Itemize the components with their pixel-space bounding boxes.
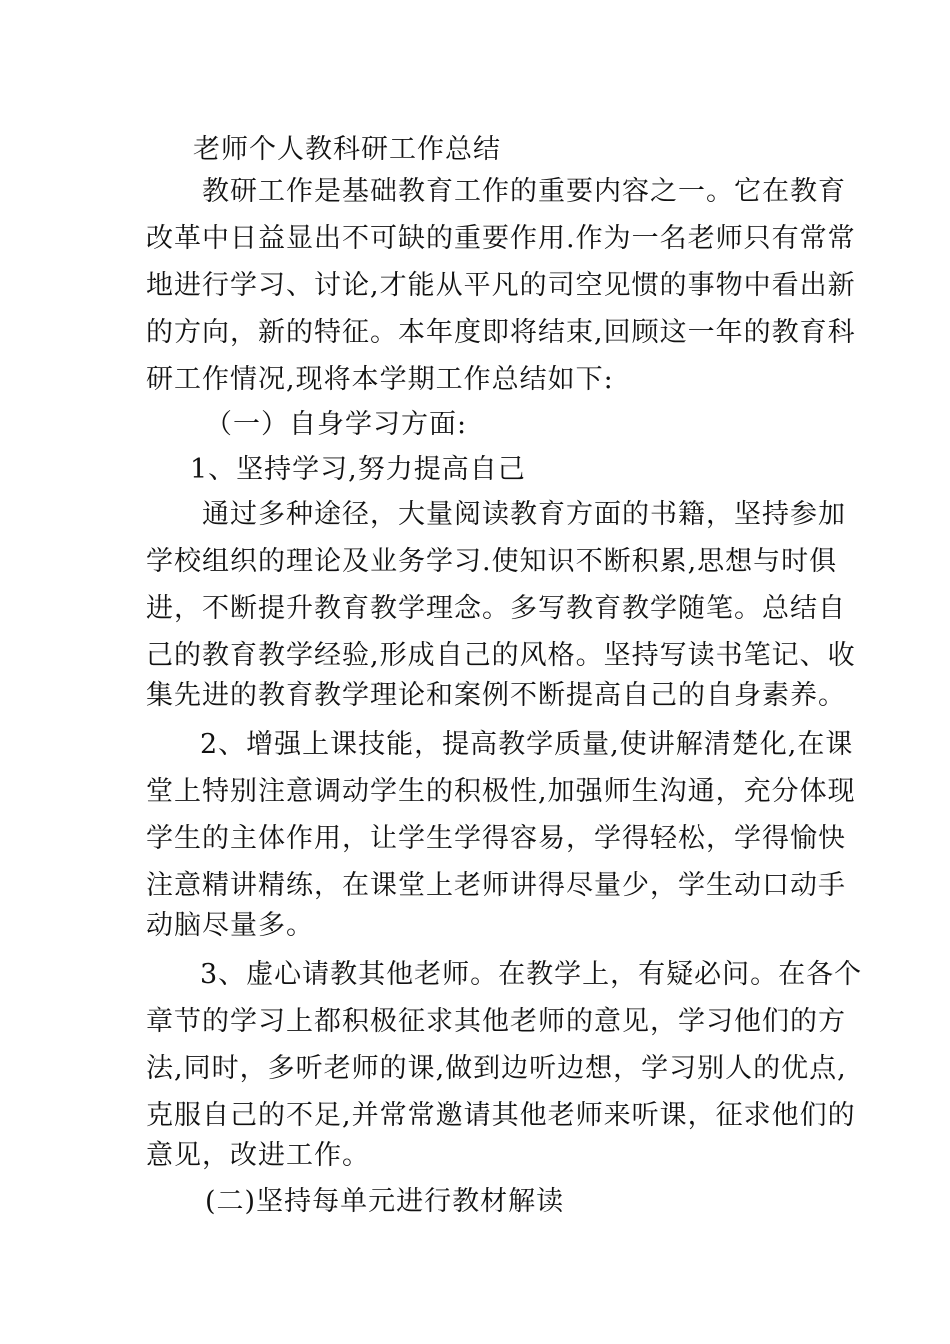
section-heading: (二)坚持每单元进行教材解读 <box>205 1186 565 1217</box>
paragraph-line: 法,同时，多听老师的课,做到边听边想，学习别人的优点, <box>146 1053 847 1084</box>
paragraph-line: 2、增强上课技能，提高教学质量,使讲解清楚化,在课 <box>200 729 854 760</box>
paragraph-line: 改革中日益显出不可缺的重要作用.作为一名老师只有常常 <box>146 223 856 254</box>
paragraph-line: 研工作情况,现将本学期工作总结如下: <box>146 364 614 395</box>
paragraph-line: 地进行学习、讨论,才能从平凡的司空见惯的事物中看出新 <box>146 270 856 301</box>
paragraph-line: 动脑尽量多。 <box>146 910 314 941</box>
paragraph-line: 进，不断提升教育教学理念。多写教育教学随笔。总结自 <box>146 593 846 624</box>
paragraph-line: 教研工作是基础教育工作的重要内容之一。它在教育 <box>202 176 846 207</box>
paragraph-line: 堂上特别注意调动学生的积极性,加强师生沟通，充分体现 <box>146 776 856 807</box>
paragraph-line: 的方向，新的特征。本年度即将结束,回顾这一年的教育科 <box>146 317 856 348</box>
paragraph-line: 注意精讲精练，在课堂上老师讲得尽量少，学生动口动手 <box>146 870 846 901</box>
paragraph-line: 己的教育教学经验,形成自己的风格。坚持写读书笔记、收 <box>146 640 856 671</box>
paragraph-line: 集先进的教育教学理论和案例不断提高自己的自身素养。 <box>146 680 846 711</box>
paragraph-line: 学校组织的理论及业务学习.使知识不断积累,思想与时俱 <box>146 546 838 577</box>
document-title: 老师个人教科研工作总结 <box>193 134 501 165</box>
paragraph-line: 3、虚心请教其他老师。在教学上，有疑必问。在各个 <box>200 959 863 990</box>
paragraph-line: 章节的学习上都积极征求其他老师的意见，学习他们的方 <box>146 1006 846 1037</box>
paragraph-line: 通过多种途径，大量阅读教育方面的书籍，坚持参加 <box>202 499 846 530</box>
paragraph-line: 克服自己的不足,并常常邀请其他老师来听课，征求他们的 <box>146 1100 856 1131</box>
paragraph-line: 学生的主体作用，让学生学得容易，学得轻松，学得愉快 <box>146 823 846 854</box>
paragraph-line: 意见，改进工作。 <box>146 1140 370 1171</box>
section-heading: （一）自身学习方面: <box>205 409 468 440</box>
subsection-heading: 1、坚持学习,努力提高自己 <box>190 454 526 485</box>
